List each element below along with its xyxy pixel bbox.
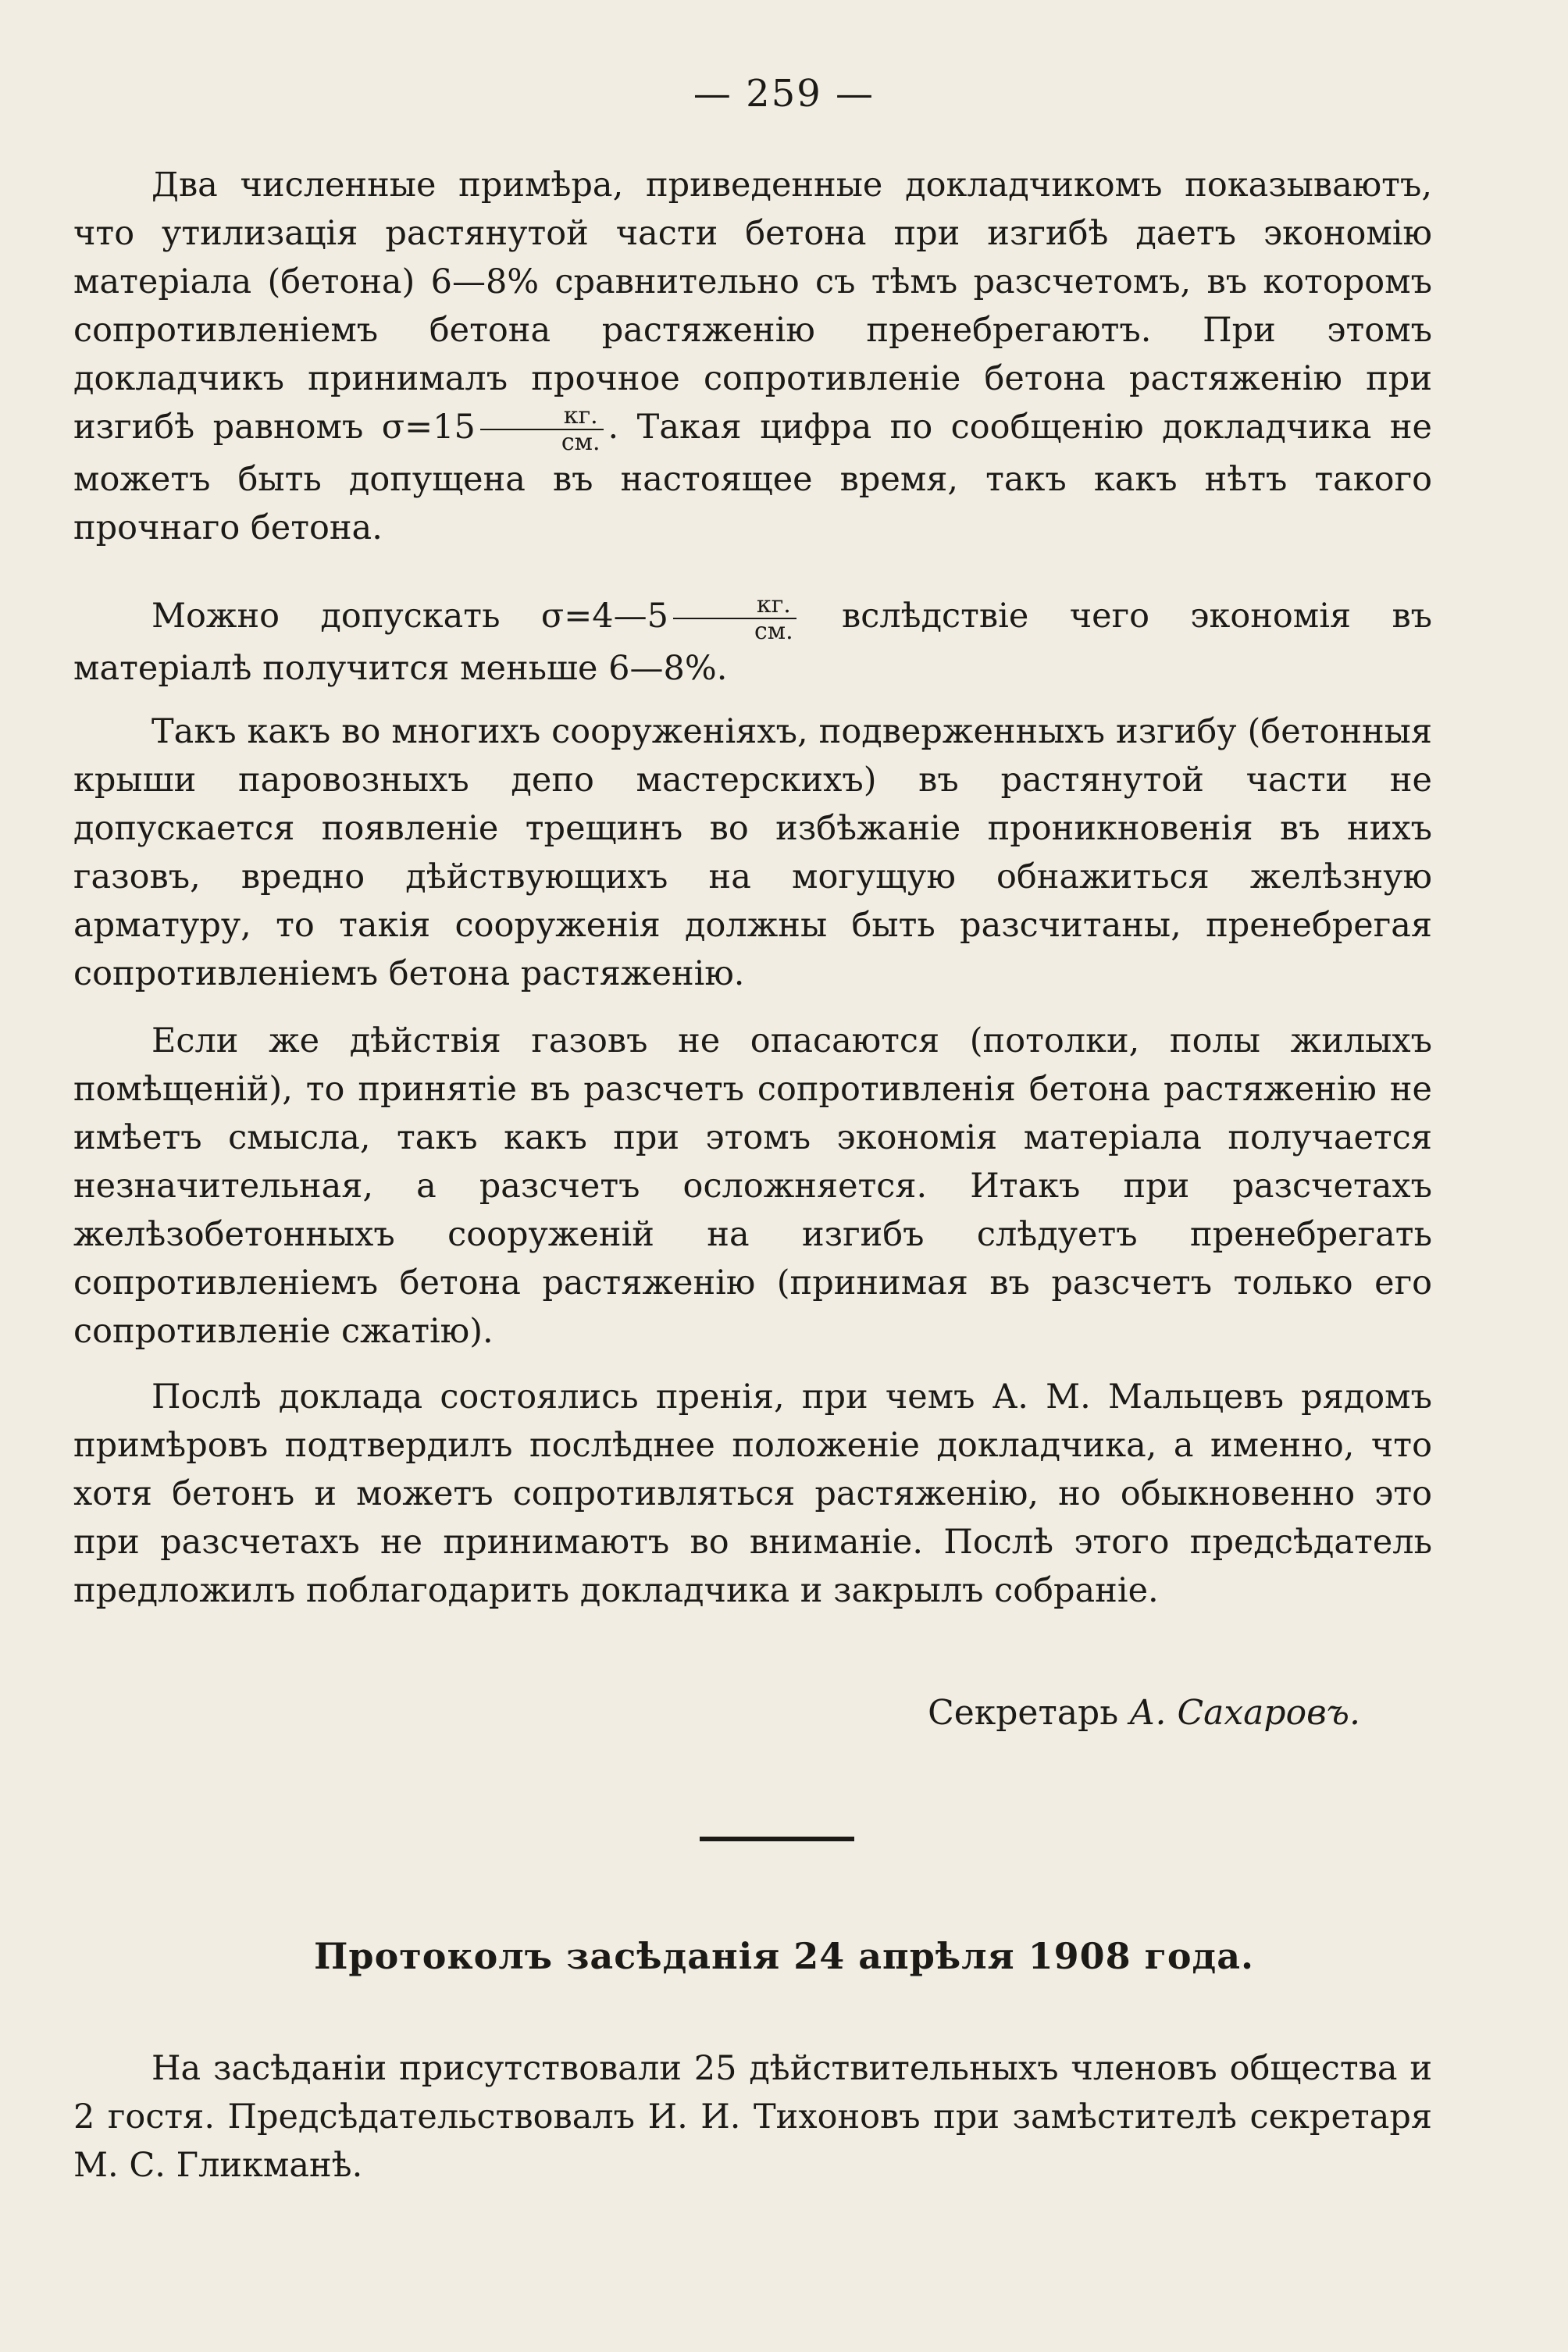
signature-name: А. Сахаровъ. [1129,1693,1360,1733]
fraction-numerator: кг. [673,593,796,619]
fraction-kg-per-cm [480,404,604,455]
protocol-title: Протоколъ засѣданія 24 апрѣля 1908 года. [313,1935,1255,1977]
paragraph-5-text: Послѣ доклада состоялись пренія, при чемъ А. М. Мальцевъ рядомъ примѣровъ подтвердилъ послѣднее положеніе докладчика, а именно, что хотя бетонъ и можетъ сопротивляться растяженію, но обыкновенно это при разсчетахъ не принимаютъ во вниманіе. Послѣ этого предсѣдатель предложилъ поблагодарить докладчика и закрылъ собраніе. [73,1377,1432,1610]
paragraph-5 [73,1373,1432,1615]
paragraph-6-text: На засѣданіи присутствовали 25 дѣйствительныхъ членовъ общества и 2 гостя. Предсѣдательствовалъ И. И. Тихоновъ при замѣстителѣ секретаря М. С. Гликманѣ. [73,2049,1432,2185]
signature [928,1693,1360,1733]
paragraph-2 [73,592,1432,693]
paragraph-1 [73,161,1432,552]
paragraph-4 [73,1017,1432,1356]
fraction-denominator: см. [754,618,793,645]
paragraph-2-text: Можно допускать σ=4—5 [151,597,668,636]
paragraph-2-tail: вслѣдствіе чего экономія въ матеріалѣ получится меньше 6—8%. [73,597,1433,688]
fraction-numerator: кг. [480,404,604,430]
paragraph-1-tail: . Такая цифра по сообщенію докладчика не можетъ быть допущена въ настоящее время, такъ какъ нѣтъ такого прочнаго бетона. [73,408,1432,547]
page-number: — 259 — [693,72,875,116]
fraction-kg-per-cm [673,593,796,644]
fraction-denominator: см. [561,429,600,456]
paragraph-1-text: Два численные примѣра, приведенные докладчикомъ показываютъ, что утилизація растянутой части бетона при изгибѣ даетъ экономію матеріала (бетона) 6—8% сравнительно съ тѣмъ разсчетомъ, въ которомъ сопротивленіемъ бетона растяженію пренебрегаютъ. При этомъ докладчикъ принималъ прочное сопротивленіе бетона растяженію при изгибѣ равномъ σ=15 [73,166,1432,447]
paragraph-3-text: Такъ какъ во многихъ сооруженіяхъ, подверженныхъ изгибу (бетонныя крыши паровозныхъ депо мастерскихъ) въ растянутой части не допускается появленіе трещинъ во избѣжаніе проникновенія въ нихъ газовъ, вредно дѣйствующихъ на могущую обнажиться желѣзную арматуру, то такія сооруженія должны быть разсчитаны, пренебрегая сопротивленіемъ бетона растяженію. [73,712,1432,993]
signature-role: Секретарь [928,1693,1119,1733]
paragraph-4-text: Если же дѣйствія газовъ не опасаются (потолки, полы жилыхъ помѣщеній), то принятіе въ разсчетъ сопротивленія бетона растяженію не имѣетъ смысла, такъ какъ при этомъ экономія матеріала получается незначительная, а разсчетъ осложняется. Итакъ при разсчетахъ желѣзобетонныхъ сооруженій на изгибъ слѣдуетъ пренебрегать сопротивленіемъ бетона растяженію (принимая въ разсчетъ только его сопротивленіе сжатію). [73,1021,1432,1351]
paragraph-6 [73,2044,1432,2190]
paragraph-3 [73,707,1432,998]
section-divider [700,1837,854,1841]
